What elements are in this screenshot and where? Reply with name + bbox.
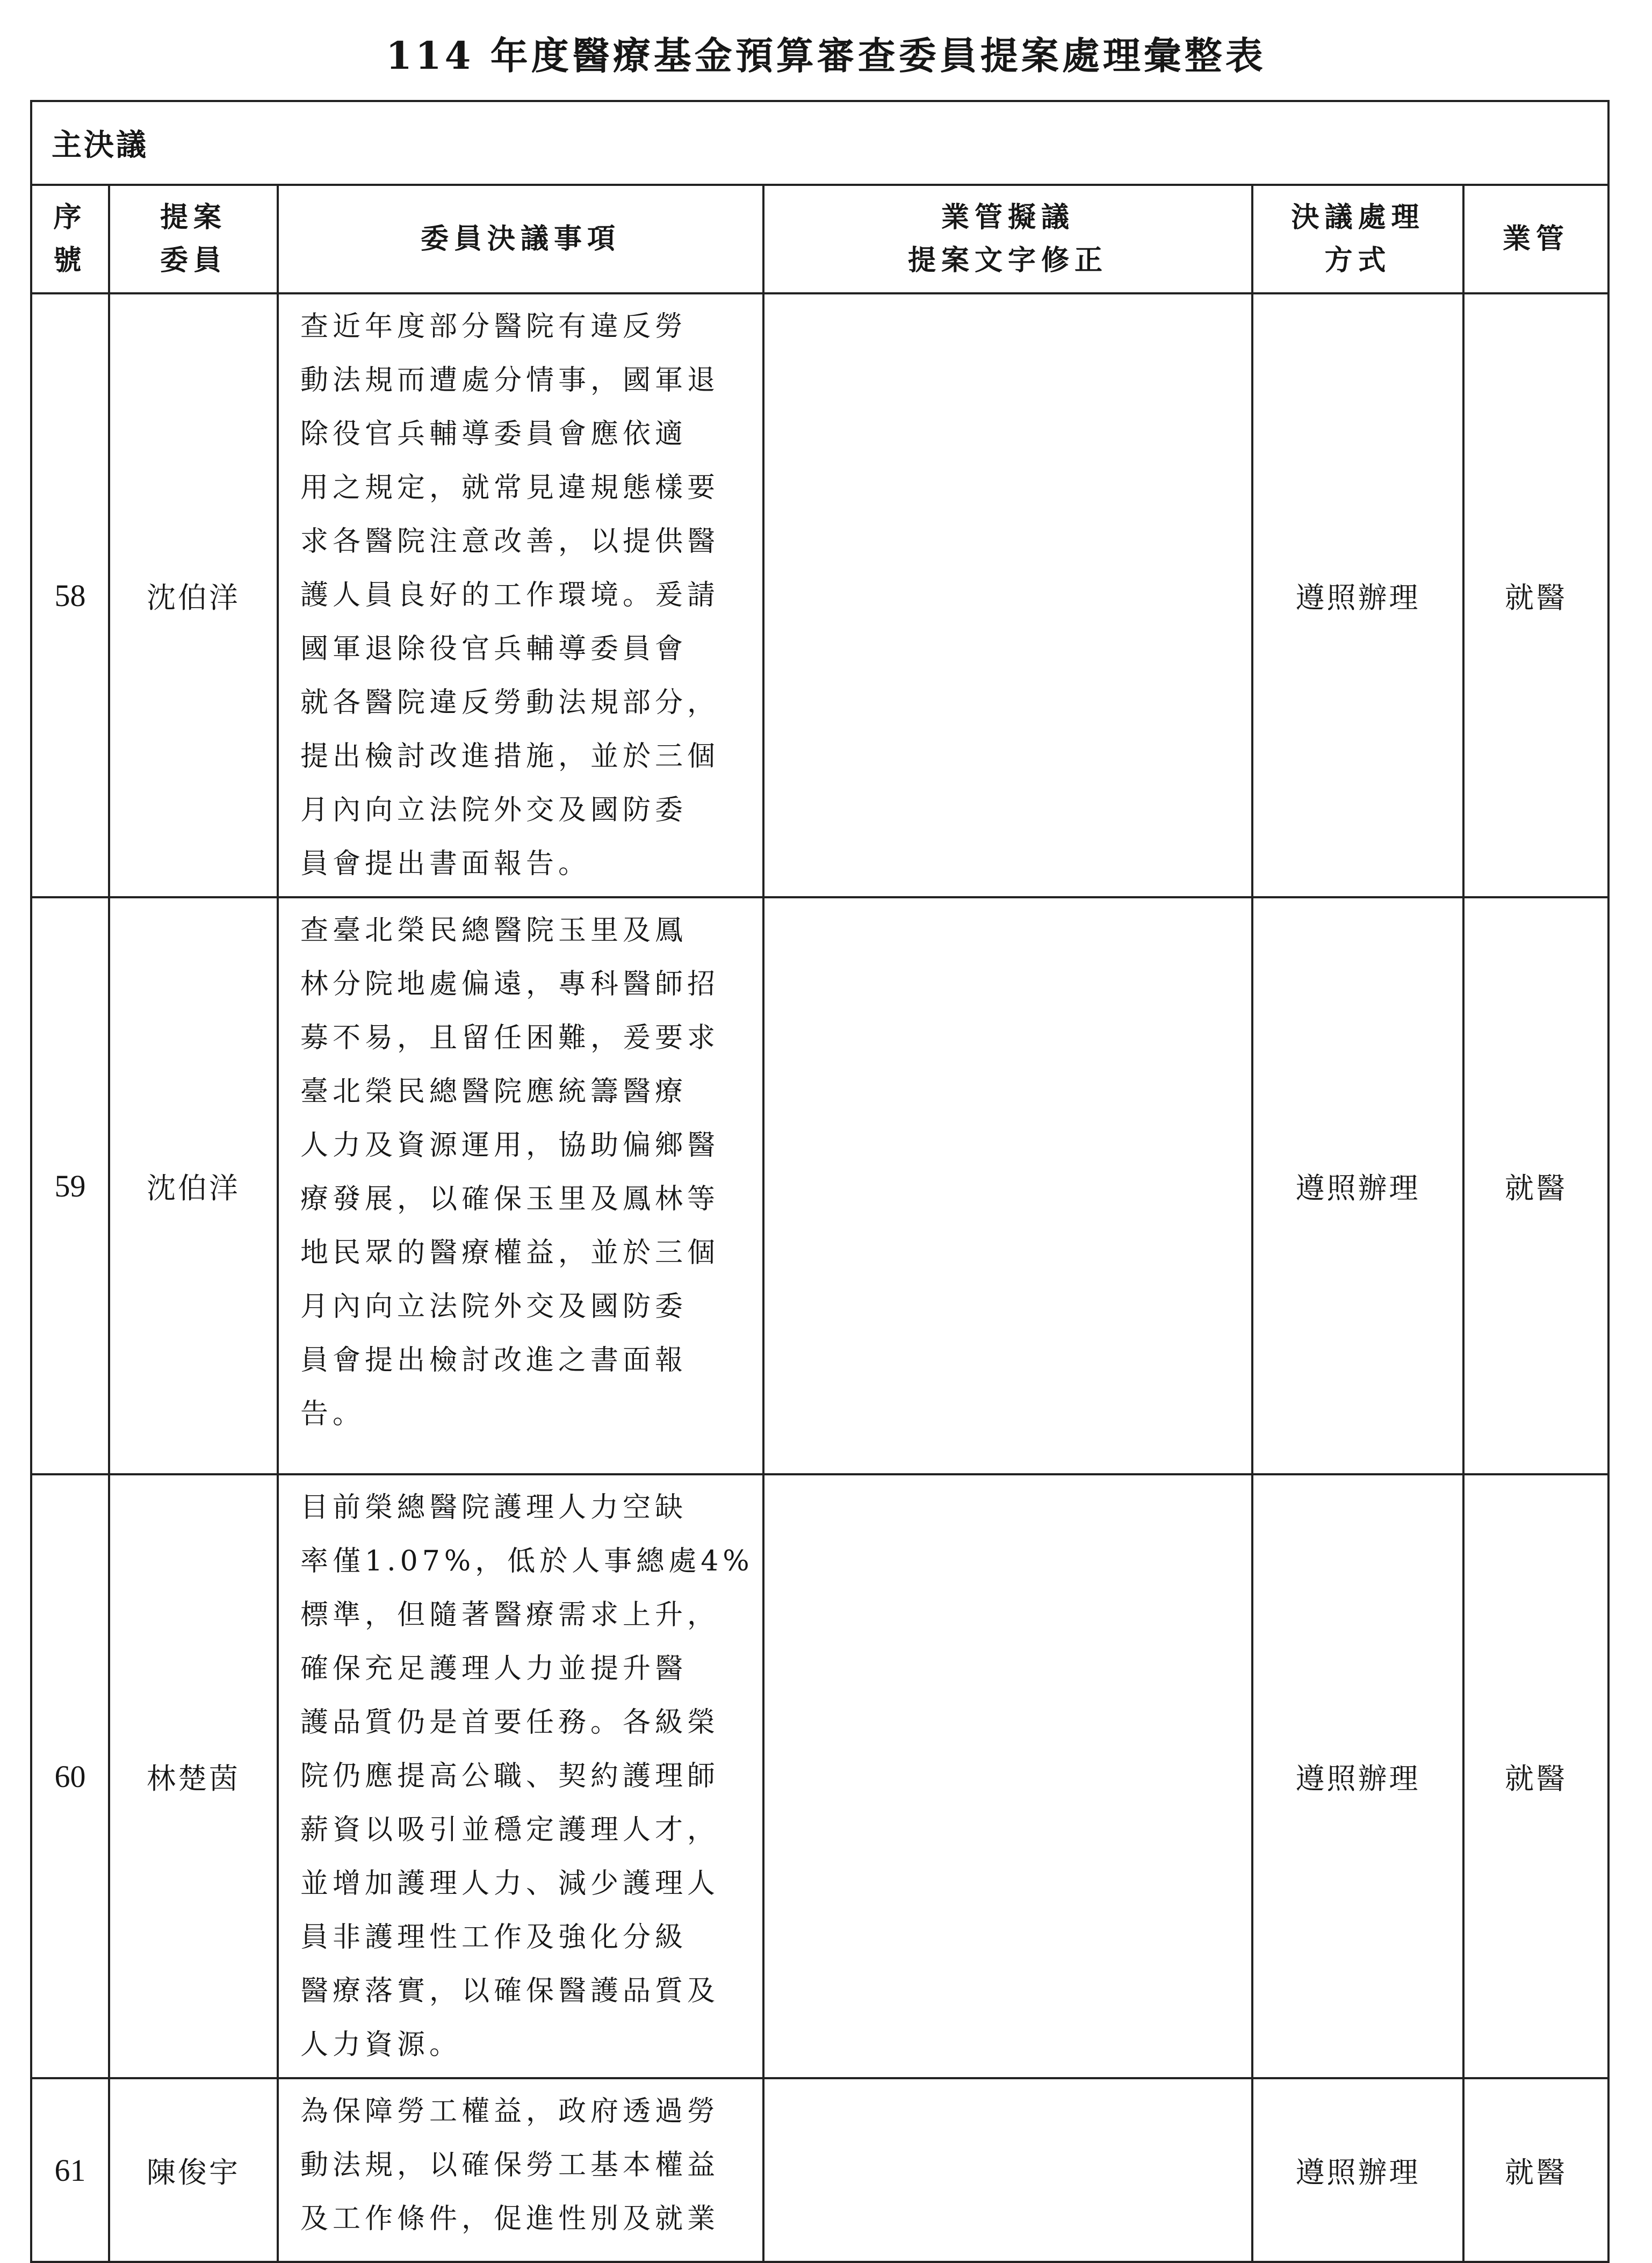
table-row <box>31 897 1608 1474</box>
row-method: 遵照辦理 <box>1252 897 1463 1474</box>
row-revision <box>763 897 1252 1474</box>
row-revision <box>763 293 1252 897</box>
header-revision: 業管擬議 提案文字修正 <box>763 185 1252 293</box>
row-proposer: 沈伯洋 <box>109 293 278 897</box>
row-revision <box>763 1474 1252 2078</box>
header-proposer: 提案 委員 <box>109 185 278 293</box>
table-row <box>31 2078 1608 2262</box>
header-content: 委員決議事項 <box>278 185 763 293</box>
header-seq: 序 號 <box>31 185 109 293</box>
row-number: 59 <box>31 897 109 1474</box>
row-content: 查臺北榮民總醫院玉里及鳳 林分院地處偏遠，專科醫師招 募不易，且留任困難，爰要求 臺北榮民總醫院應統籌醫療 人力及資源運用，協助偏鄉醫 療發展，以確保玉里及鳳林等 地民眾的醫療權益，並於三個 月內向立法院外交及國防委 員會提出檢討改進之書面報 告。 <box>278 897 763 1474</box>
document-title: 114 年度醫療基金預算審查委員提案處理彙整表 <box>386 33 1266 78</box>
row-method: 遵照辦理 <box>1252 1474 1463 2078</box>
row-dept: 就醫 <box>1463 897 1608 1474</box>
section-label: 主決議 <box>31 101 1608 185</box>
section-row <box>31 101 1608 185</box>
row-proposer: 沈伯洋 <box>109 897 278 1474</box>
resolution-table <box>30 100 1610 2263</box>
table-row <box>31 1474 1608 2078</box>
header-dept: 業管 <box>1463 185 1608 293</box>
row-number: 58 <box>31 293 109 897</box>
row-method: 遵照辦理 <box>1252 2078 1463 2262</box>
row-content: 目前榮總醫院護理人力空缺 率僅1.07%，低於人事總處4% 標準，但隨著醫療需求上升， 確保充足護理人力並提升醫 護品質仍是首要任務。各級榮 院仍應提高公職、契約護理師 薪資以吸引並穩定護理人才， 並增加護理人力、減少護理人 員非護理性工作及強化分級 醫療落實，以確保醫護品質及 人力資源。 <box>278 1474 763 2078</box>
row-content: 查近年度部分醫院有違反勞 動法規而遭處分情事，國軍退 除役官兵輔導委員會應依適 用之規定，就常見違規態樣要 求各醫院注意改善，以提供醫 護人員良好的工作環境。爰請 國軍退除役官兵輔導委員會 就各醫院違反勞動法規部分， 提出檢討改進措施，並於三個 月內向立法院外交及國防委 員會提出書面報告。 <box>278 293 763 897</box>
row-method: 遵照辦理 <box>1252 293 1463 897</box>
row-dept: 就醫 <box>1463 1474 1608 2078</box>
row-proposer: 陳俊宇 <box>109 2078 278 2262</box>
row-revision <box>763 2078 1252 2262</box>
header-method: 決議處理 方式 <box>1252 185 1463 293</box>
row-content: 為保障勞工權益，政府透過勞 動法規，以確保勞工基本權益 及工作條件，促進性別及就業 <box>278 2078 763 2262</box>
row-dept: 就醫 <box>1463 293 1608 897</box>
row-number: 60 <box>31 1474 109 2078</box>
table-row <box>31 293 1608 897</box>
row-dept: 就醫 <box>1463 2078 1608 2262</box>
row-proposer: 林楚茵 <box>109 1474 278 2078</box>
row-number: 61 <box>31 2078 109 2262</box>
header-row <box>31 185 1608 293</box>
